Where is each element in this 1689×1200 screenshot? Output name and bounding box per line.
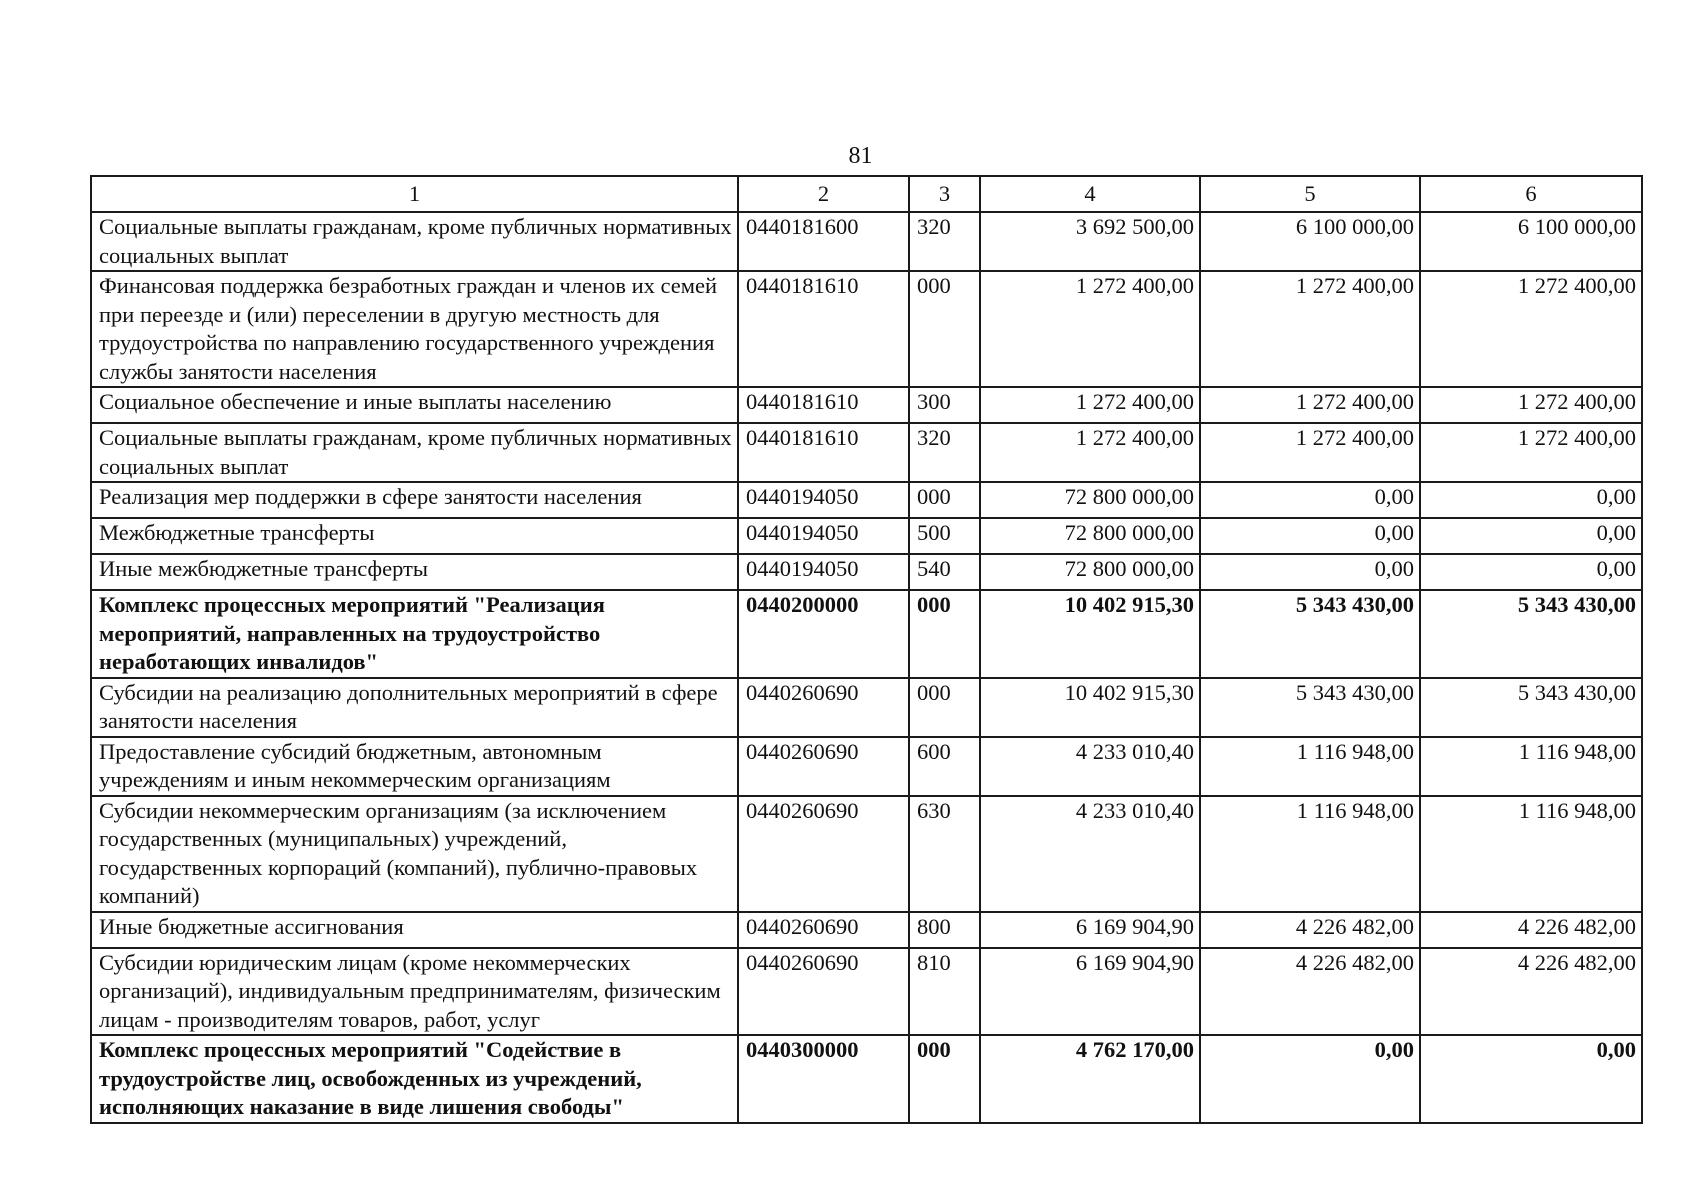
row-value-col4: 10 402 915,30 (980, 590, 1200, 678)
row-value-col6: 0,00 (1420, 1035, 1642, 1123)
row-value-col5: 0,00 (1200, 554, 1420, 590)
table-row (91, 482, 1642, 518)
row-target-code: 0440260690 (738, 678, 909, 737)
table-row (91, 678, 1642, 737)
row-value-col4: 10 402 915,30 (980, 678, 1200, 737)
table-header (91, 176, 1642, 212)
row-value-col6: 1 116 948,00 (1420, 796, 1642, 912)
table-row (91, 796, 1642, 912)
column-header-3: 3 (909, 176, 980, 212)
table-row (91, 271, 1642, 387)
row-target-code: 0440260690 (738, 948, 909, 1036)
row-value-col4: 1 272 400,00 (980, 387, 1200, 423)
row-value-col5: 1 272 400,00 (1200, 423, 1420, 482)
row-value-col6: 0,00 (1420, 518, 1642, 554)
row-value-col5: 1 116 948,00 (1200, 796, 1420, 912)
row-value-col6: 5 343 430,00 (1420, 590, 1642, 678)
table-row (91, 737, 1642, 796)
row-value-col6: 0,00 (1420, 554, 1642, 590)
row-value-col6: 1 272 400,00 (1420, 423, 1642, 482)
row-value-col5: 5 343 430,00 (1200, 590, 1420, 678)
table-row (91, 423, 1642, 482)
row-name: Комплекс процессных мероприятий "Содействие в трудоустройстве лиц, освобожденных из учреждений, исполняющих наказание в виде лишения свободы" (91, 1035, 738, 1123)
row-expense-type: 300 (909, 387, 980, 423)
row-expense-type: 000 (909, 1035, 980, 1123)
row-value-col5: 4 226 482,00 (1200, 912, 1420, 948)
column-header-6: 6 (1420, 176, 1642, 212)
row-expense-type: 600 (909, 737, 980, 796)
row-expense-type: 320 (909, 423, 980, 482)
row-expense-type: 800 (909, 912, 980, 948)
row-name: Иные бюджетные ассигнования (91, 912, 738, 948)
row-expense-type: 810 (909, 948, 980, 1036)
row-value-col4: 6 169 904,90 (980, 948, 1200, 1036)
row-value-col6: 6 100 000,00 (1420, 212, 1642, 271)
row-value-col4: 1 272 400,00 (980, 271, 1200, 387)
row-expense-type: 000 (909, 590, 980, 678)
row-value-col5: 1 272 400,00 (1200, 387, 1420, 423)
table-row (91, 948, 1642, 1036)
row-value-col5: 0,00 (1200, 1035, 1420, 1123)
column-header-5: 5 (1200, 176, 1420, 212)
row-name: Финансовая поддержка безработных граждан и членов их семей при переезде и (или) переселении в другую местность для трудоустройства по направлению государственного учреждения службы занятости населения (91, 271, 738, 387)
row-target-code: 0440200000 (738, 590, 909, 678)
row-target-code: 0440181610 (738, 271, 909, 387)
row-value-col6: 4 226 482,00 (1420, 948, 1642, 1036)
row-value-col5: 1 116 948,00 (1200, 737, 1420, 796)
row-expense-type: 500 (909, 518, 980, 554)
row-value-col4: 6 169 904,90 (980, 912, 1200, 948)
table-row (91, 912, 1642, 948)
row-name: Предоставление субсидий бюджетным, автономным учреждениям и иным некоммерческим организациям (91, 737, 738, 796)
page-number: 81 (848, 143, 873, 169)
row-name: Субсидии на реализацию дополнительных мероприятий в сфере занятости населения (91, 678, 738, 737)
row-name: Социальные выплаты гражданам, кроме публичных нормативных социальных выплат (91, 423, 738, 482)
table-row (91, 387, 1642, 423)
row-name: Социальное обеспечение и иные выплаты населению (91, 387, 738, 423)
row-name: Реализация мер поддержки в сфере занятости населения (91, 482, 738, 518)
row-value-col4: 72 800 000,00 (980, 554, 1200, 590)
row-value-col5: 0,00 (1200, 482, 1420, 518)
table-body (91, 212, 1642, 1123)
column-header-4: 4 (980, 176, 1200, 212)
row-expense-type: 000 (909, 271, 980, 387)
column-header-1: 1 (91, 176, 738, 212)
table-row (91, 212, 1642, 271)
row-value-col4: 72 800 000,00 (980, 482, 1200, 518)
budget-table (90, 175, 1643, 1124)
row-target-code: 0440194050 (738, 554, 909, 590)
row-value-col4: 4 233 010,40 (980, 737, 1200, 796)
row-value-col5: 4 226 482,00 (1200, 948, 1420, 1036)
row-expense-type: 540 (909, 554, 980, 590)
row-name: Социальные выплаты гражданам, кроме публичных нормативных социальных выплат (91, 212, 738, 271)
row-value-col4: 4 233 010,40 (980, 796, 1200, 912)
row-target-code: 0440260690 (738, 737, 909, 796)
row-target-code: 0440181610 (738, 423, 909, 482)
row-value-col5: 5 343 430,00 (1200, 678, 1420, 737)
row-value-col5: 1 272 400,00 (1200, 271, 1420, 387)
row-value-col4: 4 762 170,00 (980, 1035, 1200, 1123)
row-name: Субсидии юридическим лицам (кроме некоммерческих организаций), индивидуальным предпринимателям, физическим лицам - производителям товаров, работ, услуг (91, 948, 738, 1036)
row-expense-type: 630 (909, 796, 980, 912)
row-value-col6: 1 272 400,00 (1420, 271, 1642, 387)
column-header-2: 2 (738, 176, 909, 212)
row-target-code: 0440260690 (738, 912, 909, 948)
table-row (91, 554, 1642, 590)
row-target-code: 0440300000 (738, 1035, 909, 1123)
row-value-col5: 0,00 (1200, 518, 1420, 554)
header-row (91, 176, 1642, 212)
table-row-section-total (91, 590, 1642, 678)
row-name: Межбюджетные трансферты (91, 518, 738, 554)
row-target-code: 0440260690 (738, 796, 909, 912)
row-name: Комплекс процессных мероприятий "Реализация мероприятий, направленных на трудоустройство неработающих инвалидов" (91, 590, 738, 678)
row-target-code: 0440194050 (738, 518, 909, 554)
table-row (91, 518, 1642, 554)
row-target-code: 0440181610 (738, 387, 909, 423)
row-value-col6: 1 272 400,00 (1420, 387, 1642, 423)
row-expense-type: 320 (909, 212, 980, 271)
row-value-col4: 1 272 400,00 (980, 423, 1200, 482)
row-expense-type: 000 (909, 482, 980, 518)
row-value-col6: 1 116 948,00 (1420, 737, 1642, 796)
row-target-code: 0440194050 (738, 482, 909, 518)
row-value-col4: 72 800 000,00 (980, 518, 1200, 554)
row-value-col6: 0,00 (1420, 482, 1642, 518)
row-name: Субсидии некоммерческим организациям (за исключением государственных (муниципальных) учреждений, государственных корпораций (компаний), публично-правовых компаний) (91, 796, 738, 912)
row-name: Иные межбюджетные трансферты (91, 554, 738, 590)
table-row-section-total (91, 1035, 1642, 1123)
row-expense-type: 000 (909, 678, 980, 737)
row-value-col5: 6 100 000,00 (1200, 212, 1420, 271)
row-value-col4: 3 692 500,00 (980, 212, 1200, 271)
row-value-col6: 4 226 482,00 (1420, 912, 1642, 948)
row-value-col6: 5 343 430,00 (1420, 678, 1642, 737)
row-target-code: 0440181600 (738, 212, 909, 271)
